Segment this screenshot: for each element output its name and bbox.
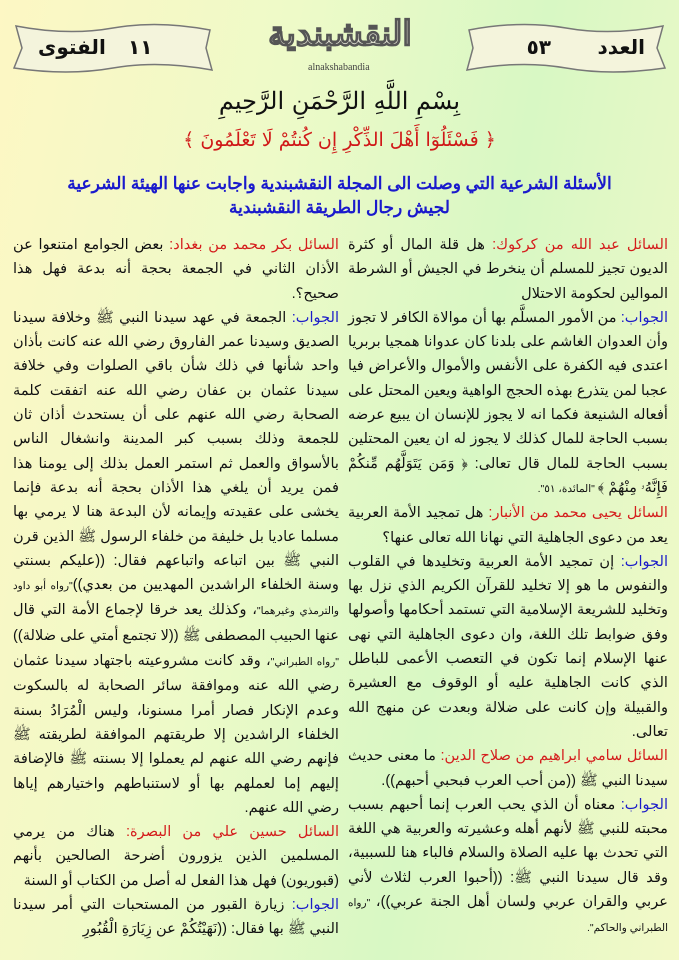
question-text: بعض الجوامع امتنعوا عن الأذان الثاني في الجمعة بحجة أنه بدعة فهل هذا صحيح؟. [13, 237, 339, 302]
issue-label: العدد [597, 35, 645, 59]
asker-label: السائل بكر محمد من بغداد: [169, 237, 339, 253]
answer [13, 306, 339, 820]
question-text: هل قلة المال أو كثرة الديون تجيز للمسلم أن ينخرط في الجيش أو الشرطة الموالين لحكومة الاحتلال [348, 237, 668, 302]
left-column [13, 233, 339, 942]
quran-verse: ﴿ فَسْئَلُوٓا أَهْلَ الذِّكْرِ إِن كُنتُمْ لَا تَعْلَمُونَ ﴾ [183, 129, 496, 151]
right-column [348, 233, 668, 941]
citation: "المائدة، ٥١". [537, 482, 598, 495]
asker-label: السائل سامي ابراهيم من صلاح الدين: [440, 748, 668, 765]
question [13, 233, 339, 306]
question [348, 233, 668, 306]
asker-label: السائل حسين علي من البصرة: [125, 824, 339, 841]
fatwa-banner [8, 18, 218, 76]
bismillah: بِسْمِ اللَّهِ الرَّحْمَنِ الرَّحِيمِ [218, 87, 461, 115]
citation: "رواه الطبراني" [270, 656, 339, 669]
logo-latin: alnakshabandia [308, 62, 370, 73]
fatwa-number: ١١ [128, 35, 153, 59]
logo-text: النقشبندية [268, 14, 412, 54]
fatwa-label: الفتوى [38, 35, 106, 59]
title-line-1: الأسئلة الشرعية التي وصلت الى المجلة النقشبندية واجابت عنها الهيئة الشرعية [67, 174, 612, 193]
citation: "رواه الطبراني والحاكم". [348, 897, 668, 935]
answer-text: إن تمجيد الأمة العربية وتخليدها في القلوب والنفوس ما هو إلا تخليد للقرآن الكريم الذي نزل بها وتخليد للشريعة الإسلامية التي تستمد أحكامها وأصولها وفق ضوابط تلك اللغة، وان دعوى الجاهلية التي نهى عنها الإسلام إنما تكون في التعصب الأعمى للباطل الذي كانت الجاهلية عليه أو الوقوف مع العشيرة والقبيلة وإن كانت على ضلالة وبعدت عن منهج الله تعالى. [348, 553, 668, 740]
answer-label: الجواب: [620, 553, 668, 570]
question [13, 820, 339, 893]
page-title [4, 172, 675, 220]
answer [13, 893, 339, 942]
question-text: هل تمجيد الأمة العربية يعد من دعوى الجاهلية التي نهانا الله تعالى عنها؟ [348, 505, 668, 546]
issue-banner [461, 18, 671, 76]
question [348, 501, 668, 550]
asker-label: السائل يحيى محمد من الأنبار: [488, 505, 668, 522]
answer-text: زيارة القبور من المستحبات التي أمر سيدنا النبي ﷺ بها فقال: ((نَهَيْتُكُمْ عن زِيَارَةِ الْقُبُورِ [13, 897, 339, 938]
title-line-2: لجيش رجال الطريقة النقشبندية [229, 198, 450, 217]
citation: "رواه أبو داود والترمذي وغيرهما" [13, 580, 339, 618]
question [348, 744, 668, 793]
answer [348, 550, 668, 744]
answer-label: الجواب: [620, 309, 668, 326]
question-text: ما معنى حديث سيدنا النبي ﷺ ((من أحب العرب فبحبي أحبهم)). [348, 748, 668, 789]
answer-text: ، وقد كانت مشروعيته باجتهاد سيدنا عثمان رضي الله عنه وموافقة سائر الصحابة له بالسكوت وعدم الإنكار فصار أمرا مسنونا، وليس الْمُرَادُ بسنة الخلفاء الراشدين إلا طريقتهم الموافقة لطريقته ﷺ فإنهم رضي الله عنهم لم يعملوا إلا بسنته ﷺ فالإضافة إليهم إما لعملهم بها أو لاستنباطهم واختيارهم إياها رضي الله عنهم. [13, 653, 339, 816]
answer-label: الجواب: [291, 897, 339, 914]
answer [348, 793, 668, 941]
question-text: هناك من يرمي المسلمين الذين يزورون أضرحة الصالحين بأنهم (قبوريون) فهل هذا الفعل له أصل من الكتاب أو السنة [13, 824, 339, 889]
answer-text: معناه أن الذي يحب العرب إنما أحبهم بسبب محبته للنبي ﷺ لأنهم أهله وعشيرته والعربية هي اللغة التي تحدث بها عليه الصلاة والسلام فالباء هنا للسببية، وقد قال سيدنا النبي ﷺ: ((أحبوا العرب لثلاث لأني عربي والقران عربي ولسان أهل الجنة عربي))، [348, 796, 668, 911]
answer-text: ، وكذلك يعد خرقا لإجماع الأمة التي قال عنها الحبيب المصطفى ﷺ ((لا تجتمع أمتي على ضلالة)) [13, 602, 339, 644]
answer-label: الجواب: [620, 796, 668, 813]
answer-text: الجمعة في عهد سيدنا النبي ﷺ وخلافة سيدنا الصديق وسيدنا عمر الفاروق رضي الله عنه كانت بأذان واحد شأنها في ذلك شأن باقي الصلوات وفي خلافة سيدنا عثمان بن عفان رضي الله عنه اتفقت كلمة الصحابة رضي الله عنهم على أن يستحدث أذان ثان للجمعة وذلك بسبب كبر المدينة وانشغال الناس بالأسواق والعمل ثم استمر العمل بذلك إلى يومنا هذا فمن يريد أن يلغي هذا الأذان بحجة أنه بدعة فإنما يخشى على عقيدته وإيمانه لأن البدعة هنا لا يرمي بها مسلما عاديا بل خليفة من خلفاء الرسول ﷺ الذين قرن النبي ﷺ بين اتباعه واتباعهم فقال: ((عليكم بسنتي وسنة الخلفاء الراشدين المهديين من بعدي)) [13, 309, 339, 594]
answer-label: الجواب: [291, 309, 339, 326]
issue-number: ٥٣ [526, 35, 551, 59]
asker-label: السائل عبد الله من كركوك: [492, 237, 668, 253]
answer [348, 306, 668, 501]
answer-text: من الأمور المسلَّم بها أن موالاة الكافر لا تجوز وأن العدوان الغاشم على بلدنا كان عدوانا همجيا بربريا اعتدى فيه الكفرة على الأنفس والأموال والأعراض فيا عجبا لمن يتذرع بهذه الحجج الواهية ويعين المحتل على أفعاله الشنيعة فكما انه لا يجوز للإنسان ان يبيع عرضه بسبب الحاجة للمال كذلك لا يجوز له ان يعين المحتلين بسبب الحاجة للمال قال تعالى: ﴿ وَمَن يَتَوَلَّهُم مِّنكُمْ فَإِنَّهُۥ مِنْهُمْ ﴾ [348, 309, 668, 496]
magazine-logo [238, 6, 442, 82]
